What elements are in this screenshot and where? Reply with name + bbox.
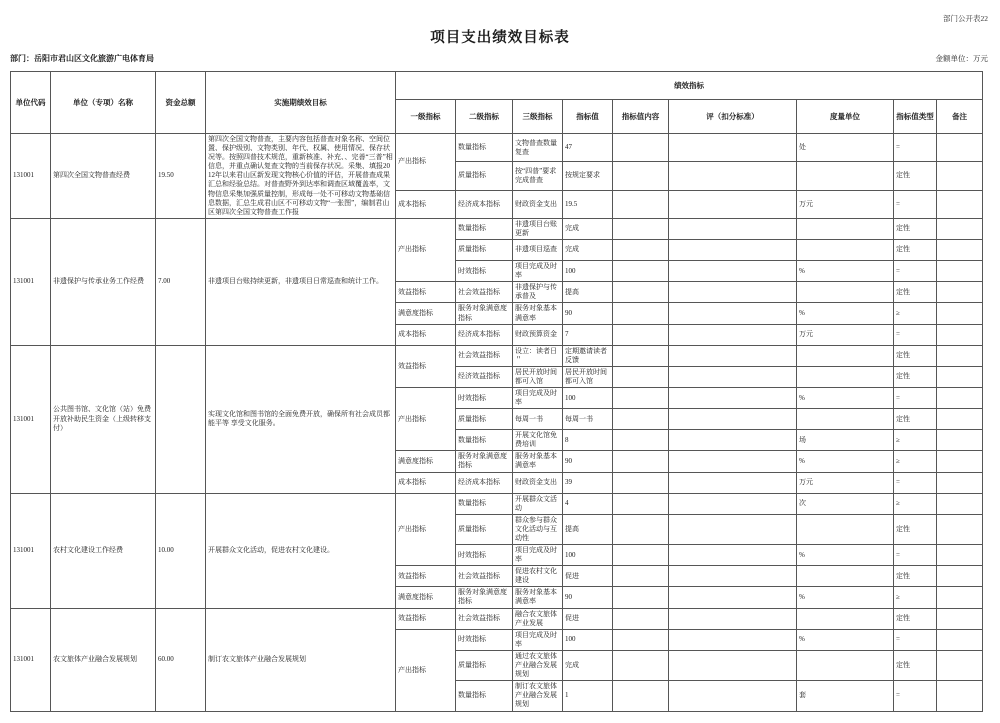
table-header bbox=[11, 72, 983, 134]
header-indicator-content: 指标值内容 bbox=[613, 100, 669, 134]
cell-note bbox=[937, 587, 983, 608]
cell-measure-unit: % bbox=[797, 545, 894, 566]
cell-level3-indicator: 开展群众文活动 bbox=[513, 493, 563, 514]
cell-note bbox=[937, 134, 983, 162]
cell-note bbox=[937, 345, 983, 366]
cell-value-type: 定性 bbox=[894, 345, 937, 366]
cell-indicator-content bbox=[613, 162, 669, 190]
cell-score-standard bbox=[669, 387, 797, 408]
cell-measure-unit bbox=[797, 566, 894, 587]
cell-indicator-value: 完成 bbox=[563, 650, 613, 680]
cell-measure-unit bbox=[797, 218, 894, 239]
cell-indicator-content bbox=[613, 681, 669, 711]
cell-level1-indicator: 产出指标 bbox=[396, 629, 456, 711]
cell-level2-indicator: 经济成本指标 bbox=[456, 190, 513, 218]
cell-level3-indicator: 促进农村文化建设 bbox=[513, 566, 563, 587]
cell-indicator-value: 39 bbox=[563, 472, 613, 493]
cell-level1-indicator: 满意度指标 bbox=[396, 587, 456, 608]
cell-value-type: 定性 bbox=[894, 650, 937, 680]
cell-impl-target: 实现文化馆和图书馆的全面免费开放，确保所有社会成员都能平等 享受文化服务。 bbox=[206, 345, 396, 493]
cell-score-standard bbox=[669, 303, 797, 324]
cell-unit-name: 非遗保护与传承业务工作经费 bbox=[51, 218, 156, 345]
cell-score-standard bbox=[669, 566, 797, 587]
cell-level2-indicator: 质量指标 bbox=[456, 514, 513, 544]
cell-note bbox=[937, 387, 983, 408]
cell-indicator-content bbox=[613, 345, 669, 366]
cell-impl-target: 开展群众文化活动，促进农村文化建设。 bbox=[206, 493, 396, 608]
cell-value-type: 定性 bbox=[894, 162, 937, 190]
cell-level1-indicator: 效益指标 bbox=[396, 282, 456, 303]
cell-value-type: = bbox=[894, 681, 937, 711]
cell-note bbox=[937, 303, 983, 324]
cell-level2-indicator: 质量指标 bbox=[456, 409, 513, 430]
cell-score-standard bbox=[669, 629, 797, 650]
header-value-type: 指标值类型 bbox=[894, 100, 937, 134]
cell-indicator-value: 促进 bbox=[563, 608, 613, 629]
cell-indicator-content bbox=[613, 430, 669, 451]
cell-indicator-value: 100 bbox=[563, 261, 613, 282]
cell-value-type: = bbox=[894, 472, 937, 493]
cell-unit-code: 131001 bbox=[11, 218, 51, 345]
cell-indicator-value: 100 bbox=[563, 545, 613, 566]
cell-measure-unit bbox=[797, 366, 894, 387]
cell-unit-code: 131001 bbox=[11, 345, 51, 493]
header-row-group bbox=[11, 72, 983, 100]
cell-score-standard bbox=[669, 162, 797, 190]
cell-indicator-content bbox=[613, 587, 669, 608]
cell-indicator-value: 按规定要求 bbox=[563, 162, 613, 190]
cell-unit-name: 第四次全国文物普查经费 bbox=[51, 134, 156, 219]
cell-indicator-value: 每周一书 bbox=[563, 409, 613, 430]
cell-note bbox=[937, 282, 983, 303]
cell-indicator-value: 完成 bbox=[563, 218, 613, 239]
cell-value-type: = bbox=[894, 261, 937, 282]
cell-value-type: 定性 bbox=[894, 566, 937, 587]
cell-level2-indicator: 数量指标 bbox=[456, 134, 513, 162]
cell-level1-indicator: 产出指标 bbox=[396, 493, 456, 566]
page-title: 项目支出绩效目标表 bbox=[430, 30, 570, 46]
cell-level3-indicator: 每周一书 bbox=[513, 409, 563, 430]
cell-level1-indicator: 产出指标 bbox=[396, 218, 456, 281]
cell-level3-indicator: 非遗项目台账更新 bbox=[513, 218, 563, 239]
header-level2: 二级指标 bbox=[456, 100, 513, 134]
cell-note bbox=[937, 514, 983, 544]
cell-level2-indicator: 时效指标 bbox=[456, 629, 513, 650]
cell-level2-indicator: 时效指标 bbox=[456, 387, 513, 408]
cell-level2-indicator: 数量指标 bbox=[456, 218, 513, 239]
cell-level3-indicator: 设立：读者日＂ bbox=[513, 345, 563, 366]
cell-unit-name: 公共图书馆、文化馆（站）免费开放补助民生资金（上级转移支付） bbox=[51, 345, 156, 493]
cell-indicator-value: 90 bbox=[563, 303, 613, 324]
cell-level3-indicator: 项目完成及时率 bbox=[513, 629, 563, 650]
cell-level2-indicator: 经济效益指标 bbox=[456, 366, 513, 387]
cell-indicator-content bbox=[613, 566, 669, 587]
cell-score-standard bbox=[669, 587, 797, 608]
cell-level2-indicator: 质量指标 bbox=[456, 650, 513, 680]
cell-value-type: = bbox=[894, 629, 937, 650]
cell-value-type: 定性 bbox=[894, 240, 937, 261]
cell-level3-indicator: 项目完成及时率 bbox=[513, 261, 563, 282]
cell-level3-indicator: 制订农文旅体产业融合发展规划 bbox=[513, 681, 563, 711]
cell-value-type: 定性 bbox=[894, 218, 937, 239]
cell-score-standard bbox=[669, 409, 797, 430]
cell-level3-indicator: 通过农文旅体产业融合发展规划 bbox=[513, 650, 563, 680]
cell-level3-indicator: 居民开放时间都可入馆 bbox=[513, 366, 563, 387]
cell-level2-indicator: 社会效益指标 bbox=[456, 566, 513, 587]
cell-score-standard bbox=[669, 261, 797, 282]
cell-measure-unit: % bbox=[797, 261, 894, 282]
header-note: 备注 bbox=[937, 100, 983, 134]
cell-level2-indicator: 服务对象满意度指标 bbox=[456, 303, 513, 324]
cell-indicator-value: 完成 bbox=[563, 240, 613, 261]
cell-indicator-value: 90 bbox=[563, 451, 613, 472]
cell-indicator-value: 1 bbox=[563, 681, 613, 711]
cell-score-standard bbox=[669, 134, 797, 162]
cell-indicator-value: 19.5 bbox=[563, 190, 613, 218]
cell-indicator-value: 8 bbox=[563, 430, 613, 451]
table-row bbox=[11, 134, 983, 162]
cell-indicator-content bbox=[613, 366, 669, 387]
cell-level2-indicator: 服务对象满意度指标 bbox=[456, 451, 513, 472]
cell-value-type: 定性 bbox=[894, 608, 937, 629]
cell-measure-unit: 万元 bbox=[797, 472, 894, 493]
cell-measure-unit bbox=[797, 608, 894, 629]
cell-indicator-content bbox=[613, 218, 669, 239]
cell-indicator-content bbox=[613, 451, 669, 472]
header-perf-group: 绩效指标 bbox=[396, 72, 983, 100]
header-level3: 三级指标 bbox=[513, 100, 563, 134]
cell-value-type: = bbox=[894, 134, 937, 162]
cell-unit-code: 131001 bbox=[11, 134, 51, 219]
cell-indicator-content bbox=[613, 303, 669, 324]
cell-level1-indicator: 效益指标 bbox=[396, 345, 456, 387]
cell-level1-indicator: 满意度指标 bbox=[396, 451, 456, 472]
cell-indicator-content bbox=[613, 282, 669, 303]
cell-level2-indicator: 质量指标 bbox=[456, 240, 513, 261]
cell-score-standard bbox=[669, 608, 797, 629]
cell-measure-unit: % bbox=[797, 303, 894, 324]
cell-value-type: ≥ bbox=[894, 303, 937, 324]
cell-indicator-value: 7 bbox=[563, 324, 613, 345]
cell-level1-indicator: 成本指标 bbox=[396, 472, 456, 493]
cell-note bbox=[937, 650, 983, 680]
cell-measure-unit: % bbox=[797, 587, 894, 608]
cell-note bbox=[937, 545, 983, 566]
cell-unit-name: 农文旅体产业融合发展规划 bbox=[51, 608, 156, 711]
cell-indicator-value: 促进 bbox=[563, 566, 613, 587]
cell-note bbox=[937, 430, 983, 451]
cell-level2-indicator: 服务对象满意度指标 bbox=[456, 587, 513, 608]
cell-indicator-value: 提高 bbox=[563, 282, 613, 303]
cell-note bbox=[937, 190, 983, 218]
table-row bbox=[11, 345, 983, 366]
cell-impl-target: 第四次全国文物普查，主要内容包括普查对象名称、空间位置、保护级别、文物类别、年代、权属、使用情况、保存状况等。按照四普技术规范，重新核准、补充、、完善“三普”相信息，并重点确认复查文物的当前保存状况。采集、填报2012年以来君山区新发现文物核心价值的评估，开展普查成果汇总和经验总结。对普查野外到达率和调查区域覆盖率，文物信息采集加强质量控制，形成每一处不可移动文物基础信息数据，汇总生成君山区不可移动文物“一张图”，编制君山区第四次全国文物普查工作报 bbox=[206, 134, 396, 219]
cell-score-standard bbox=[669, 218, 797, 239]
cell-measure-unit: 万元 bbox=[797, 190, 894, 218]
cell-indicator-content bbox=[613, 240, 669, 261]
cell-indicator-value: 定期邀请读者反馈 bbox=[563, 345, 613, 366]
cell-unit-code: 131001 bbox=[11, 608, 51, 711]
cell-note bbox=[937, 566, 983, 587]
cell-total-fund: 19.50 bbox=[156, 134, 206, 219]
cell-measure-unit bbox=[797, 162, 894, 190]
cell-level2-indicator: 数量指标 bbox=[456, 430, 513, 451]
cell-indicator-content bbox=[613, 472, 669, 493]
cell-level3-indicator: 非遗保护与传承普及 bbox=[513, 282, 563, 303]
cell-score-standard bbox=[669, 681, 797, 711]
cell-level3-indicator: 非遗项目巡查 bbox=[513, 240, 563, 261]
cell-value-type: 定性 bbox=[894, 282, 937, 303]
cell-indicator-value: 100 bbox=[563, 629, 613, 650]
cell-score-standard bbox=[669, 282, 797, 303]
cell-note bbox=[937, 366, 983, 387]
cell-level2-indicator: 时效指标 bbox=[456, 545, 513, 566]
cell-value-type: 定性 bbox=[894, 514, 937, 544]
department-label: 部门：岳阳市君山区文化旅游广电体育局 bbox=[10, 54, 154, 63]
cell-measure-unit: % bbox=[797, 387, 894, 408]
cell-measure-unit bbox=[797, 409, 894, 430]
header-measure-unit: 度量单位 bbox=[797, 100, 894, 134]
cell-score-standard bbox=[669, 430, 797, 451]
cell-level3-indicator: 服务对象基本满意率 bbox=[513, 587, 563, 608]
cell-indicator-content bbox=[613, 190, 669, 218]
cell-score-standard bbox=[669, 451, 797, 472]
cell-level2-indicator: 时效指标 bbox=[456, 261, 513, 282]
cell-level3-indicator: 项目完成及时率 bbox=[513, 387, 563, 408]
cell-total-fund: 60.00 bbox=[156, 608, 206, 711]
cell-level2-indicator: 经济成本指标 bbox=[456, 324, 513, 345]
cell-note bbox=[937, 218, 983, 239]
cell-score-standard bbox=[669, 324, 797, 345]
cell-level2-indicator: 数量指标 bbox=[456, 493, 513, 514]
cell-level1-indicator: 产出指标 bbox=[396, 134, 456, 191]
cell-measure-unit: 场 bbox=[797, 430, 894, 451]
cell-level2-indicator: 经济成本指标 bbox=[456, 472, 513, 493]
cell-measure-unit: 套 bbox=[797, 681, 894, 711]
cell-note bbox=[937, 493, 983, 514]
cell-indicator-content bbox=[613, 134, 669, 162]
cell-note bbox=[937, 261, 983, 282]
cell-score-standard bbox=[669, 545, 797, 566]
table-row bbox=[11, 218, 983, 239]
cell-indicator-content bbox=[613, 324, 669, 345]
cell-note bbox=[937, 629, 983, 650]
cell-indicator-value: 100 bbox=[563, 387, 613, 408]
cell-score-standard bbox=[669, 240, 797, 261]
cell-level3-indicator: 按“四普”要求完成普查 bbox=[513, 162, 563, 190]
cell-value-type: = bbox=[894, 190, 937, 218]
cell-measure-unit: 处 bbox=[797, 134, 894, 162]
cell-level3-indicator: 文物普查数量复查 bbox=[513, 134, 563, 162]
cell-level1-indicator: 产出指标 bbox=[396, 387, 456, 450]
cell-note bbox=[937, 409, 983, 430]
cell-level3-indicator: 群众参与群众文化活动与互动性 bbox=[513, 514, 563, 544]
cell-impl-target: 非遗项目台账持续更新，非遗项目日常巡查和统计工作。 bbox=[206, 218, 396, 345]
cell-indicator-content bbox=[613, 514, 669, 544]
cell-level2-indicator: 社会效益指标 bbox=[456, 608, 513, 629]
cell-indicator-content bbox=[613, 608, 669, 629]
cell-level3-indicator: 服务对象基本满意率 bbox=[513, 303, 563, 324]
cell-measure-unit bbox=[797, 282, 894, 303]
cell-unit-code: 131001 bbox=[11, 493, 51, 608]
header-impl-target: 实施期绩效目标 bbox=[206, 72, 396, 134]
cell-note bbox=[937, 472, 983, 493]
cell-indicator-value: 47 bbox=[563, 134, 613, 162]
cell-total-fund: 10.00 bbox=[156, 493, 206, 608]
cell-value-type: ≥ bbox=[894, 493, 937, 514]
cell-measure-unit bbox=[797, 345, 894, 366]
cell-note bbox=[937, 681, 983, 711]
cell-level3-indicator: 开展文化馆免费培训 bbox=[513, 430, 563, 451]
cell-level2-indicator: 社会效益指标 bbox=[456, 345, 513, 366]
meta-row bbox=[10, 53, 988, 64]
amount-unit-label: 金额单位：万元 bbox=[935, 54, 988, 63]
cell-measure-unit: 次 bbox=[797, 493, 894, 514]
performance-target-table bbox=[10, 71, 983, 712]
cell-impl-target: 制订农文旅体产业融合发展规划 bbox=[206, 608, 396, 711]
cell-value-type: 定性 bbox=[894, 409, 937, 430]
cell-score-standard bbox=[669, 472, 797, 493]
cell-level1-indicator: 效益指标 bbox=[396, 608, 456, 629]
corner-form-number: 部门公开表22 bbox=[943, 14, 988, 23]
cell-total-fund: 7.00 bbox=[156, 218, 206, 345]
cell-indicator-value: 90 bbox=[563, 587, 613, 608]
cell-value-type: 定性 bbox=[894, 366, 937, 387]
cell-note bbox=[937, 324, 983, 345]
cell-level1-indicator: 效益指标 bbox=[396, 566, 456, 587]
cell-measure-unit: % bbox=[797, 629, 894, 650]
cell-unit-name: 农村文化建设工作经费 bbox=[51, 493, 156, 608]
cell-level1-indicator: 成本指标 bbox=[396, 190, 456, 218]
cell-value-type: = bbox=[894, 387, 937, 408]
header-total-fund: 资金总额 bbox=[156, 72, 206, 134]
cell-value-type: ≥ bbox=[894, 587, 937, 608]
cell-level3-indicator: 财政预算资金 bbox=[513, 324, 563, 345]
header-unit-code: 单位代码 bbox=[11, 72, 51, 134]
header-indicator-value: 指标值 bbox=[563, 100, 613, 134]
cell-score-standard bbox=[669, 650, 797, 680]
cell-level2-indicator: 社会效益指标 bbox=[456, 282, 513, 303]
cell-indicator-content bbox=[613, 650, 669, 680]
cell-value-type: = bbox=[894, 545, 937, 566]
cell-score-standard bbox=[669, 514, 797, 544]
cell-level2-indicator: 质量指标 bbox=[456, 162, 513, 190]
cell-indicator-content bbox=[613, 545, 669, 566]
cell-level1-indicator: 满意度指标 bbox=[396, 303, 456, 324]
cell-score-standard bbox=[669, 190, 797, 218]
cell-note bbox=[937, 240, 983, 261]
cell-level3-indicator: 财政资金支出 bbox=[513, 190, 563, 218]
cell-level2-indicator: 数量指标 bbox=[456, 681, 513, 711]
cell-indicator-value: 提高 bbox=[563, 514, 613, 544]
cell-note bbox=[937, 162, 983, 190]
cell-level3-indicator: 服务对象基本满意率 bbox=[513, 451, 563, 472]
cell-level3-indicator: 融合农文旅体产业发展 bbox=[513, 608, 563, 629]
cell-score-standard bbox=[669, 493, 797, 514]
cell-measure-unit bbox=[797, 514, 894, 544]
header-score-standard: 评（扣分标准） bbox=[669, 100, 797, 134]
cell-value-type: ≥ bbox=[894, 451, 937, 472]
cell-level1-indicator: 成本指标 bbox=[396, 324, 456, 345]
cell-measure-unit: 万元 bbox=[797, 324, 894, 345]
cell-indicator-content bbox=[613, 409, 669, 430]
cell-measure-unit: % bbox=[797, 451, 894, 472]
table-row bbox=[11, 608, 983, 629]
header-unit-name: 单位（专项）名称 bbox=[51, 72, 156, 134]
table-body bbox=[11, 134, 983, 712]
cell-level3-indicator: 项目完成及时率 bbox=[513, 545, 563, 566]
cell-measure-unit bbox=[797, 650, 894, 680]
cell-total-fund bbox=[156, 345, 206, 493]
header-level1: 一级指标 bbox=[396, 100, 456, 134]
cell-score-standard bbox=[669, 345, 797, 366]
cell-note bbox=[937, 451, 983, 472]
cell-indicator-value: 4 bbox=[563, 493, 613, 514]
cell-value-type: ≥ bbox=[894, 430, 937, 451]
cell-indicator-content bbox=[613, 387, 669, 408]
cell-level3-indicator: 财政资金支出 bbox=[513, 472, 563, 493]
cell-indicator-content bbox=[613, 261, 669, 282]
table-row bbox=[11, 493, 983, 514]
cell-score-standard bbox=[669, 366, 797, 387]
cell-indicator-content bbox=[613, 629, 669, 650]
cell-value-type: = bbox=[894, 324, 937, 345]
cell-indicator-content bbox=[613, 493, 669, 514]
cell-indicator-value: 居民开放时间都可入馆 bbox=[563, 366, 613, 387]
cell-measure-unit bbox=[797, 240, 894, 261]
cell-note bbox=[937, 608, 983, 629]
